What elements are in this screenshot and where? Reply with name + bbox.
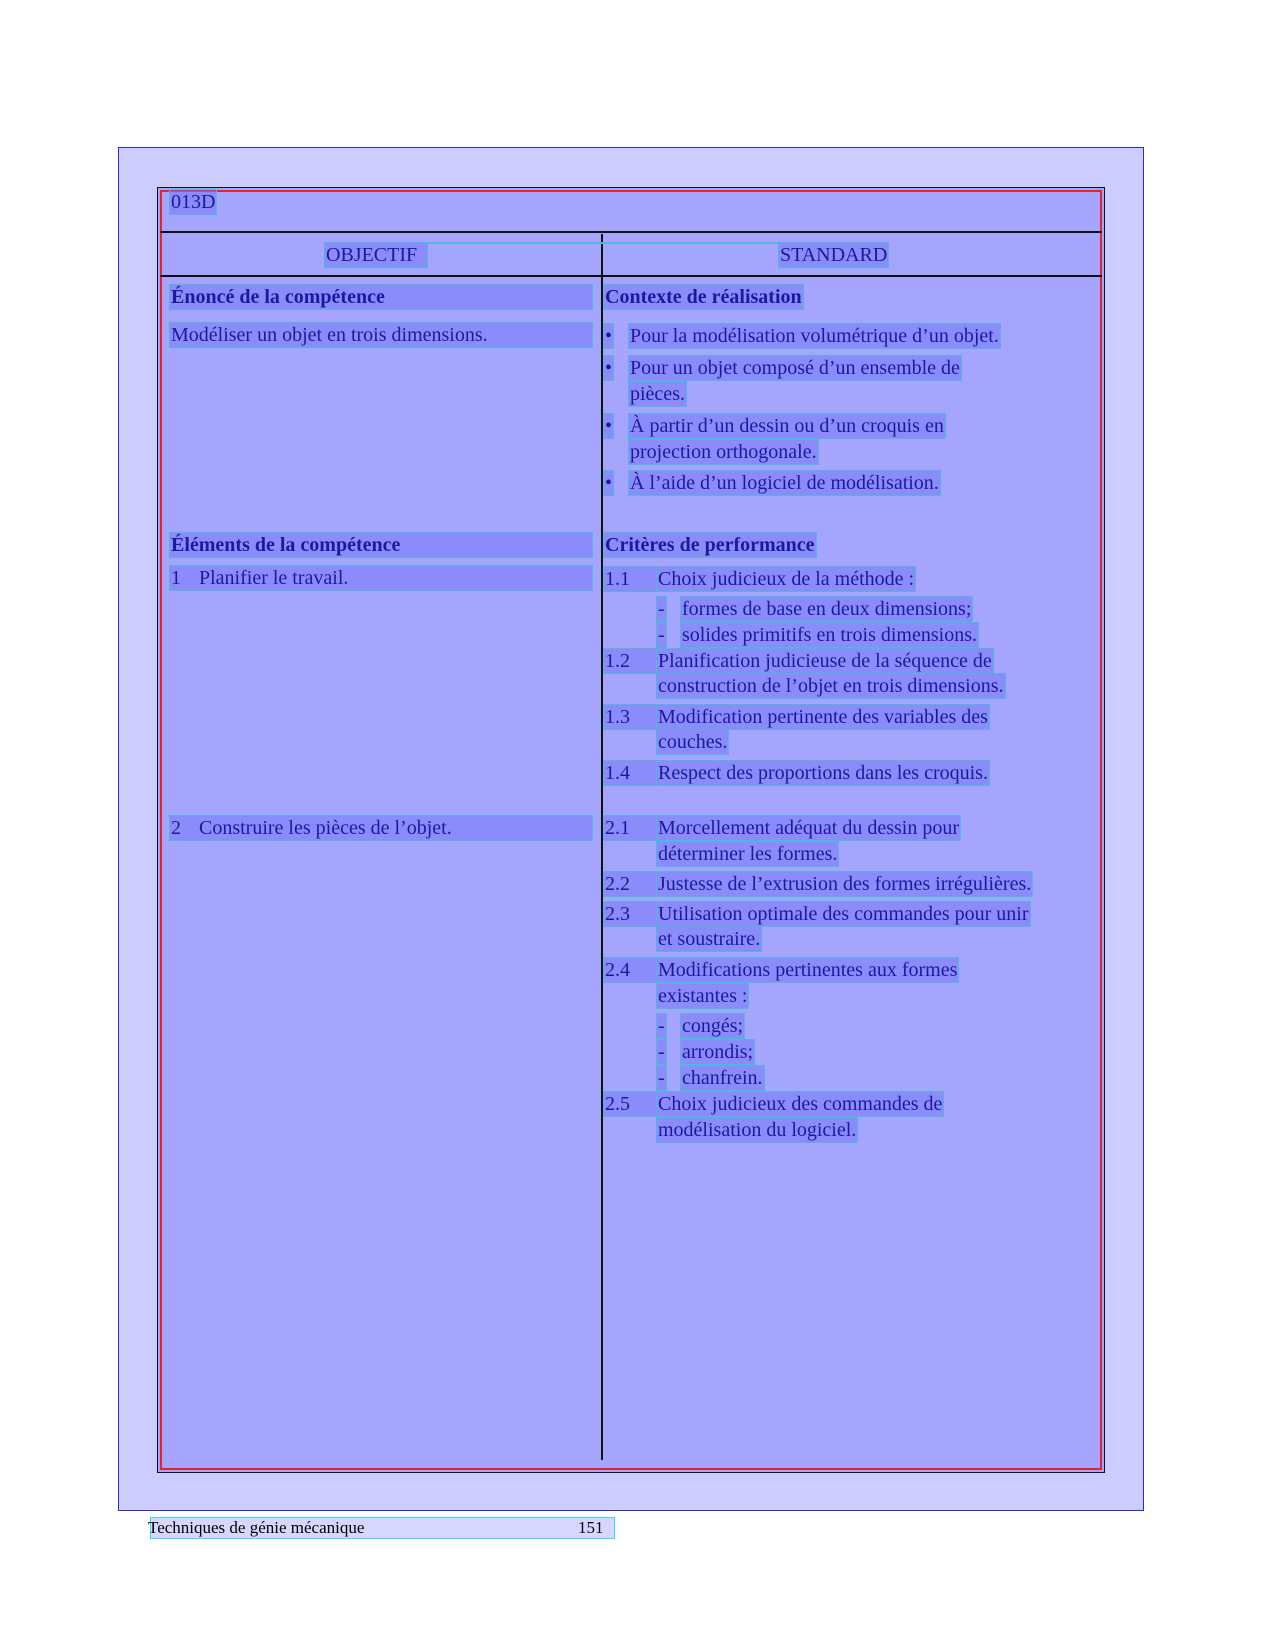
criterion-1-3b: couches. (658, 731, 728, 753)
criterion-1-2b: construction de l’objet en trois dimensions. (658, 675, 1004, 697)
criterion-2-1-number: 2.1 (604, 816, 656, 840)
criterion-1-3a: Modification pertinente des variables des (658, 706, 988, 728)
criterion-1-1: Choix judicieux de la méthode : (658, 568, 915, 590)
divider-header (160, 275, 1102, 277)
context-bullet-1: • (605, 325, 613, 347)
criterion-2-1b: déterminer les formes. (658, 843, 838, 865)
column-divider (601, 234, 603, 1460)
context-item-3a: À partir d’un dessin ou d’un croquis en (630, 415, 944, 437)
criterion-2-2-number: 2.2 (604, 872, 656, 896)
criterion-1-4: Respect des proportions dans les croquis. (658, 762, 988, 784)
elements-title: Éléments de la compétence (170, 533, 592, 557)
context-item-3b: projection orthogonale. (630, 441, 817, 463)
element-1-number: 1 (171, 567, 181, 589)
enonce-text: Modéliser un objet en trois dimensions. (170, 323, 592, 347)
footer-title: Techniques de génie mécanique (148, 1518, 365, 1537)
criterion-2-5a: Choix judicieux des commandes de (658, 1093, 943, 1115)
element-1-text: Planifier le travail. (199, 567, 349, 589)
criteres-title: Critères de performance (605, 534, 815, 556)
context-bullet-3: • (605, 415, 613, 437)
element-1 (170, 566, 592, 590)
dash-1-1a: - (658, 598, 665, 620)
element-2-text: Construire les pièces de l’objet. (199, 817, 452, 839)
page-number: 151 (578, 1518, 604, 1537)
header-objectif: OBJECTIF (325, 243, 427, 267)
criterion-2-5-number: 2.5 (604, 1092, 656, 1116)
criterion-1-2a: Planification judicieuse de la séquence de (658, 650, 992, 672)
context-item-2b: pièces. (630, 383, 685, 405)
contexte-title: Contexte de réalisation (605, 286, 802, 308)
element-2 (170, 816, 592, 840)
criterion-1-1-number: 1.1 (604, 567, 656, 591)
criterion-2-5b: modélisation du logiciel. (658, 1119, 857, 1141)
criterion-2-1a: Morcellement adéquat du dessin pour (658, 817, 960, 839)
criterion-2-3a: Utilisation optimale des commandes pour unir (658, 903, 1029, 925)
context-bullet-2: • (605, 357, 613, 379)
context-item-2a: Pour un objet composé d’un ensemble de (630, 357, 960, 379)
criterion-1-3-number: 1.3 (604, 705, 656, 729)
criterion-2-3-number: 2.3 (604, 902, 656, 926)
criterion-1-1a: formes de base en deux dimensions; (682, 598, 972, 620)
criterion-2-4e: chanfrein. (682, 1067, 763, 1089)
element-2-number: 2 (171, 817, 181, 839)
criterion-2-4c: congés; (682, 1015, 744, 1037)
criterion-2-4d: arrondis; (682, 1041, 754, 1063)
dash-2-4e: - (658, 1067, 665, 1089)
criterion-2-3b: et soustraire. (658, 928, 761, 950)
context-item-1: Pour la modélisation volumétrique d’un objet. (630, 325, 999, 347)
enonce-title: Énoncé de la compétence (170, 285, 592, 309)
dash-1-1b: - (658, 624, 665, 646)
criterion-1-2-number: 1.2 (604, 649, 656, 673)
criterion-2-4b: existantes : (658, 985, 748, 1007)
criterion-1-1b: solides primitifs en trois dimensions. (682, 624, 977, 646)
dash-2-4d: - (658, 1041, 665, 1063)
divider-top (160, 231, 1102, 233)
context-bullet-4: • (605, 472, 613, 494)
criterion-2-4a: Modifications pertinentes aux formes (658, 959, 958, 981)
criterion-1-4-number: 1.4 (604, 761, 656, 785)
context-item-4: À l’aide d’un logiciel de modélisation. (630, 472, 939, 494)
header-standard: STANDARD (780, 244, 888, 266)
competence-code: 013D (171, 191, 216, 213)
dash-2-4c: - (658, 1015, 665, 1037)
criterion-2-2: Justesse de l’extrusion des formes irrégulières. (658, 873, 1032, 895)
criterion-2-4-number: 2.4 (604, 958, 656, 982)
